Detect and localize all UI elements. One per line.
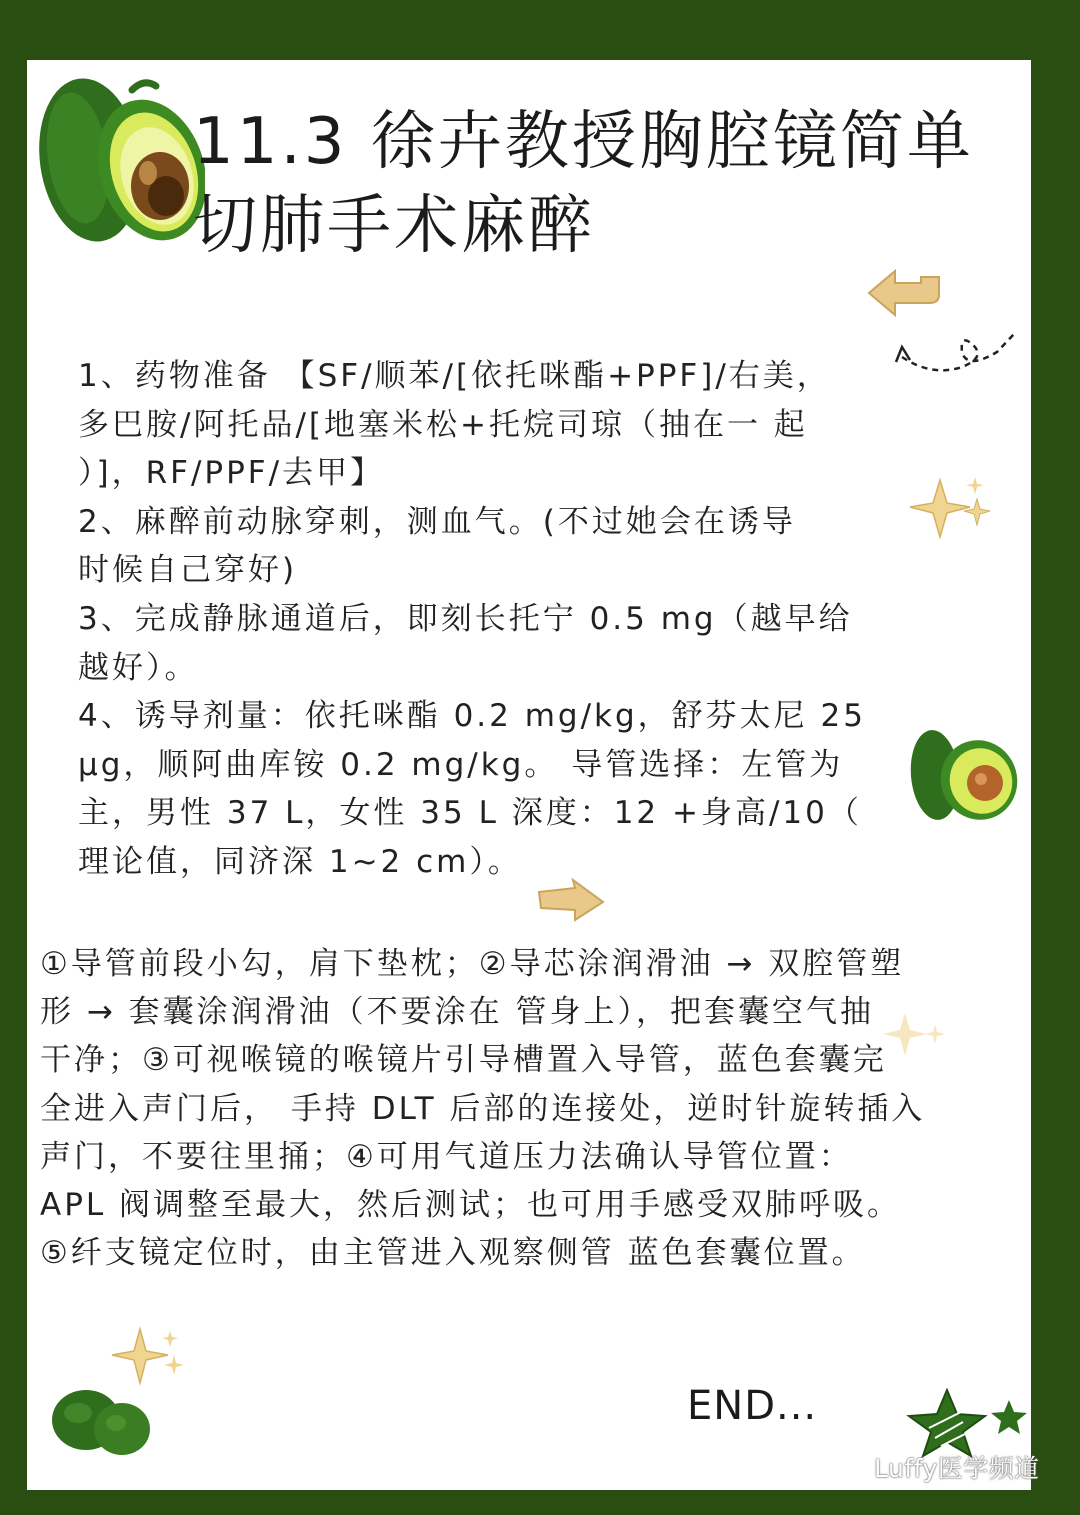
text-line: ）]，RF/PPF/去甲】 (78, 455, 385, 492)
title-line-2: 切肺手术麻醉 (193, 189, 595, 263)
text-line: 3、完成静脉通道后，即刻长托宁 0.5 mg（越早给 (78, 600, 853, 637)
text-line: 越好）。 (78, 649, 199, 686)
arrow-right-icon (535, 878, 607, 922)
text-line: 多巴胺/阿托品/[地塞米松+托烷司琼（抽在一 起 (78, 406, 808, 443)
text-line: 全进入声门后， 手持 DLT 后部的连接处，逆时针旋转插入 (40, 1090, 926, 1127)
text-line: APL 阀调整至最大，然后测试；也可用手感受双肺呼吸。 (40, 1187, 902, 1224)
avocado-half-illustration (905, 725, 1020, 825)
text-line: 理论值，同济深 1~2 cm）。 (78, 843, 522, 880)
curved-arrow-icon (865, 265, 945, 325)
whole-avocados-illustration (48, 1385, 158, 1460)
wechat-icon (822, 1450, 868, 1484)
text-line: 2、麻醉前动脉穿刺，测血气。(不过她会在诱导 (78, 503, 796, 540)
text-line: 声门，不要往里捅；④可用气道压力法确认导管位置： (40, 1138, 853, 1175)
text-line: ①导管前段小勾，肩下垫枕；②导芯涂润滑油 → 双腔管塑 (40, 946, 905, 982)
watermark (822, 1447, 1062, 1487)
intubation-section (40, 940, 1020, 1277)
text-line: ⑤纤支镜定位时，由主管进入观察侧管 蓝色套囊位置。 (40, 1235, 866, 1272)
watermark-text: Luffy医学频道 (874, 1454, 1040, 1483)
text-line: 干净；③可视喉镜的喉镜片引导槽置入导管，蓝色套囊完 (40, 1042, 887, 1079)
text-line: 时候自己穿好) (78, 552, 298, 589)
sparkle-star-icon (880, 1010, 950, 1060)
text-line: 形 → 套囊涂润滑油（不要涂在 管身上），把套囊空气抽 (40, 994, 875, 1031)
medication-section (78, 352, 908, 887)
sparkle-star-icon (905, 475, 995, 545)
dashed-loop-arrow-icon (892, 322, 1022, 382)
end-label: END... (687, 1383, 818, 1429)
avocado-half-illustration (20, 68, 205, 248)
page-title (193, 100, 1013, 268)
sparkle-star-icon (110, 1325, 190, 1390)
text-line: 主，男性 37 L，女性 35 L 深度：12 +身高/10（ (78, 795, 862, 832)
text-line: 4、诱导剂量：依托咪酯 0.2 mg/kg，舒芬太尼 25 (78, 698, 866, 735)
text-line: 1、药物准备 【SF/顺苯/[依托咪酯+PPF]/右美， (78, 358, 831, 394)
title-line-1: 11.3 徐卉教授胸腔镜简单 (193, 105, 974, 179)
text-line: μg，顺阿曲库铵 0.2 mg/kg。 导管选择：左管为 (78, 746, 844, 783)
